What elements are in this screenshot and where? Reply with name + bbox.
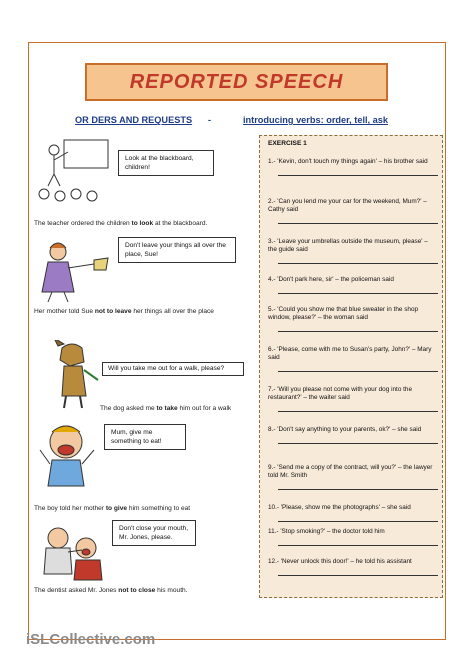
dog-illustration bbox=[44, 340, 104, 412]
exercise-item bbox=[268, 528, 438, 546]
caption-dentist: The dentist asked Mr. Jones not to close his mouth. bbox=[34, 587, 188, 594]
exercise-number: 6.- bbox=[268, 346, 276, 353]
exercise-title: EXERCISE 1 bbox=[268, 140, 307, 147]
exercise-sentence: 'Leave your umbrellas outside the museum, please' – the guide said bbox=[268, 238, 428, 253]
answer-line[interactable] bbox=[278, 257, 438, 264]
exercise-number: 2.- bbox=[268, 198, 276, 205]
answer-line[interactable] bbox=[278, 287, 438, 294]
exercise-number: 4.- bbox=[268, 276, 276, 283]
exercise-item bbox=[268, 426, 438, 444]
subheading-orders: OR DERS AND REQUESTS bbox=[75, 115, 193, 125]
exercise-sentence: 'Could you show me that blue sweater in the shop window, please?' – the woman said bbox=[268, 306, 419, 321]
mother-illustration bbox=[36, 240, 126, 306]
exercise-item bbox=[268, 238, 438, 264]
answer-line[interactable] bbox=[278, 217, 438, 224]
answer-line[interactable] bbox=[278, 515, 438, 522]
exercise-question bbox=[268, 346, 438, 362]
exercise-sentence: 'Please, show me the photographs' – she said bbox=[280, 504, 411, 511]
exercise-item bbox=[268, 158, 438, 176]
subheading-verbs: introducing verbs: order, tell, ask bbox=[243, 115, 388, 125]
exercise-question bbox=[268, 558, 438, 566]
exercise-box bbox=[259, 135, 443, 598]
exercise-question bbox=[268, 426, 438, 434]
title-box bbox=[85, 63, 388, 101]
caption-boy: The boy told her mother to give him something to eat bbox=[34, 505, 191, 512]
caption-mother: Her mother told Sue not to leave her things all over the place bbox=[34, 308, 214, 315]
caption-teacher: The teacher ordered the children to look at the blackboard. bbox=[34, 220, 208, 227]
answer-line[interactable] bbox=[278, 365, 438, 372]
answer-line[interactable] bbox=[278, 169, 438, 176]
exercise-sentence: 'Don't say anything to your parents, ok?' – she said bbox=[277, 426, 422, 433]
speech-bubble-dog: Will you take me out for a walk, please? bbox=[102, 362, 244, 376]
teacher-illustration bbox=[34, 138, 114, 208]
exercise-sentence: 'Send me a copy of the contract, will you?' – the lawyer told Mr. Smith bbox=[268, 464, 433, 479]
exercise-sentence: 'Please, come with me to Susan's party, John?' – Mary said bbox=[268, 346, 432, 361]
footer-brand: iSLCollective.com bbox=[26, 631, 156, 648]
exercise-number: 9.- bbox=[268, 464, 276, 471]
exercise-item bbox=[268, 386, 438, 412]
exercise-number: 5.- bbox=[268, 306, 276, 313]
answer-line[interactable] bbox=[278, 483, 438, 490]
exercise-item bbox=[268, 504, 438, 522]
answer-line[interactable] bbox=[278, 405, 438, 412]
exercise-question bbox=[268, 276, 438, 284]
exercise-question bbox=[268, 158, 438, 166]
exercise-question bbox=[268, 238, 438, 254]
speech-bubble-dentist: Don't close your mouth, Mr. Jones, please. bbox=[112, 520, 196, 546]
exercise-sentence: 'Stop smoking?' – the doctor told him bbox=[280, 528, 385, 535]
exercise-number: 1.- bbox=[268, 158, 276, 165]
exercise-item bbox=[268, 198, 438, 224]
exercise-question bbox=[268, 306, 438, 322]
exercise-number: 3.- bbox=[268, 238, 276, 245]
exercise-number: 10.- bbox=[268, 504, 280, 511]
exercise-number: 12.- bbox=[268, 558, 280, 565]
exercise-sentence: 'Kevin, don't touch my things again' – his brother said bbox=[277, 158, 428, 165]
exercise-item bbox=[268, 276, 438, 294]
exercise-sentence: 'Can you lend me your car for the weekend, Mum?' – Cathy said bbox=[268, 198, 427, 213]
dentist-illustration bbox=[36, 522, 108, 584]
exercise-sentence: 'Never unlock this door!' – he told his assistant bbox=[280, 558, 412, 565]
exercise-item bbox=[268, 558, 438, 576]
exercise-item bbox=[268, 464, 438, 490]
subheading-dash: - bbox=[208, 115, 212, 125]
exercise-sentence: 'Will you please not come with your dog into the restaurant?' – the waiter said bbox=[268, 386, 413, 401]
exercise-question bbox=[268, 464, 438, 480]
answer-line[interactable] bbox=[278, 437, 438, 444]
exercise-question bbox=[268, 504, 438, 512]
speech-bubble-boy: Mum, give me something to eat! bbox=[104, 424, 186, 450]
exercise-item bbox=[268, 306, 438, 332]
exercise-number: 7.- bbox=[268, 386, 276, 393]
exercise-number: 11.- bbox=[268, 528, 279, 535]
exercise-question bbox=[268, 198, 438, 214]
exercise-question bbox=[268, 386, 438, 402]
answer-line[interactable] bbox=[278, 539, 438, 546]
exercise-number: 8.- bbox=[268, 426, 276, 433]
page-title: REPORTED SPEECH bbox=[129, 70, 344, 93]
answer-line[interactable] bbox=[278, 569, 438, 576]
boy-illustration bbox=[36, 420, 106, 488]
exercise-question bbox=[268, 528, 438, 536]
exercise-item bbox=[268, 346, 438, 372]
answer-line[interactable] bbox=[278, 325, 438, 332]
caption-dog: The dog asked me to take him out for a walk bbox=[100, 405, 232, 412]
speech-bubble-teacher: Look at the blackboard, children! bbox=[118, 150, 214, 176]
exercise-sentence: 'Don't park here, sir' – the policeman said bbox=[277, 276, 394, 283]
speech-bubble-mother: Don't leave your things all over the place, Sue! bbox=[118, 237, 236, 263]
